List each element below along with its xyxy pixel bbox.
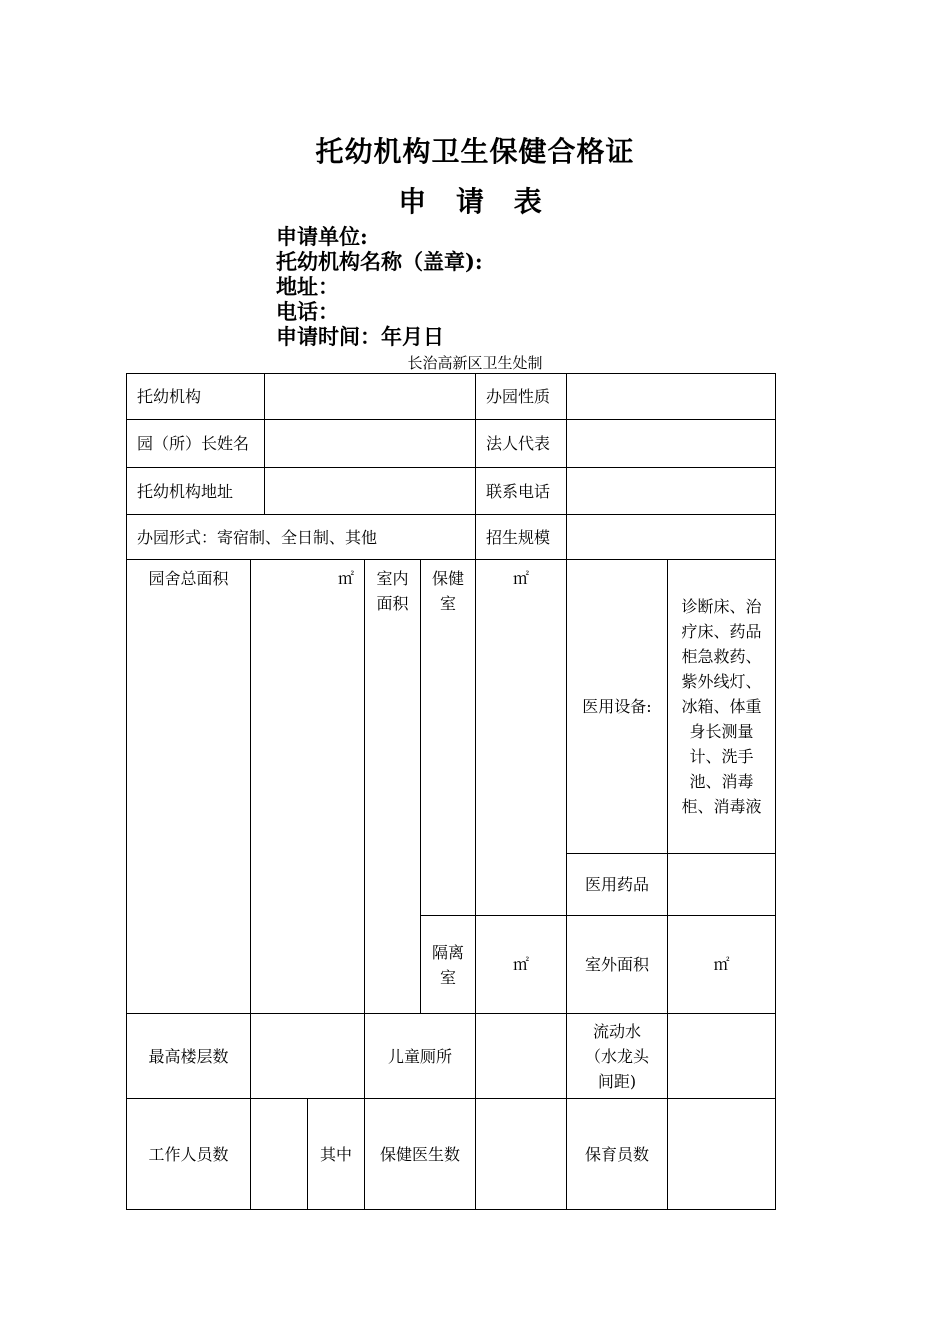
cell-running-water-label: 流动水（水龙头间距) <box>566 1013 668 1099</box>
cell-health-room-value[interactable]: ㎡ <box>475 559 567 916</box>
cell-legal-rep-label: 法人代表 <box>475 419 567 468</box>
cell-contact-phone-label: 联系电话 <box>475 467 567 515</box>
cell-nature-value[interactable] <box>566 373 776 420</box>
cell-org-value[interactable] <box>264 373 476 420</box>
form-title: 托幼机构卫生保健合格证 <box>315 135 635 168</box>
cell-nurse-count-label: 保育员数 <box>566 1098 668 1210</box>
cell-max-floor-value[interactable] <box>250 1013 365 1099</box>
cell-enrollment-value[interactable] <box>566 514 776 560</box>
cell-medical-equipment-label: 医用设备: <box>566 559 668 854</box>
cell-max-floor-label: 最高楼层数 <box>126 1013 251 1099</box>
cell-medicine-label: 医用药品 <box>566 853 668 916</box>
phone-label: 电话： <box>276 299 339 324</box>
cell-enrollment-label: 招生规模 <box>475 514 567 560</box>
cell-indoor-area-label: 室内面积 <box>364 559 421 1014</box>
cell-outdoor-area-label: 室外面积 <box>566 915 668 1014</box>
cell-contact-phone-value[interactable] <box>566 467 776 515</box>
cell-toilet-label: 儿童厕所 <box>364 1013 476 1099</box>
cell-total-area-value[interactable]: ㎡ <box>250 559 365 1014</box>
form-subtitle: 申 请 表 <box>398 185 552 218</box>
cell-health-room-label: 保健室 <box>420 559 476 916</box>
cell-equipment-list: 诊断床、治疗床、药品柜急救药、紫外线灯、冰箱、体重身长测量计、洗手池、消毒柜、消毒液 <box>667 559 776 854</box>
cell-running-water-value[interactable] <box>667 1013 776 1099</box>
cell-doctor-count-value[interactable] <box>475 1098 567 1210</box>
cell-director-value[interactable] <box>264 419 476 468</box>
cell-director-label: 园（所）长姓名 <box>126 419 265 468</box>
cell-org-address-value[interactable] <box>264 467 476 515</box>
cell-isolation-label: 隔离室 <box>420 915 476 1014</box>
apply-time-label: 申请时间：年月日 <box>276 324 444 349</box>
cell-form-label: 办园形式：寄宿制、全日制、其他 <box>126 514 476 560</box>
cell-total-area-label: 园舍总面积 <box>126 559 251 1014</box>
cell-toilet-value[interactable] <box>475 1013 567 1099</box>
cell-nurse-count-value[interactable] <box>667 1098 776 1210</box>
org-name-seal-label: 托幼机构名称（盖章): <box>276 249 483 274</box>
cell-staff-count-label: 工作人员数 <box>126 1098 251 1210</box>
cell-outdoor-area-value[interactable]: ㎡ <box>667 915 776 1014</box>
cell-org-label: 托幼机构 <box>126 373 265 420</box>
address-label: 地址： <box>276 274 339 299</box>
cell-org-address-label: 托幼机构地址 <box>126 467 265 515</box>
issuing-authority: 长治高新区卫生处制 <box>407 354 543 372</box>
cell-medicine-value[interactable] <box>667 853 776 916</box>
cell-of-which-label: 其中 <box>307 1098 365 1210</box>
cell-legal-rep-value[interactable] <box>566 419 776 468</box>
applicant-unit-label: 申请单位: <box>276 224 368 249</box>
cell-isolation-value[interactable]: ㎡ <box>475 915 567 1014</box>
cell-nature-label: 办园性质 <box>475 373 567 420</box>
cell-staff-count-value[interactable] <box>250 1098 308 1210</box>
cell-doctor-count-label: 保健医生数 <box>364 1098 476 1210</box>
